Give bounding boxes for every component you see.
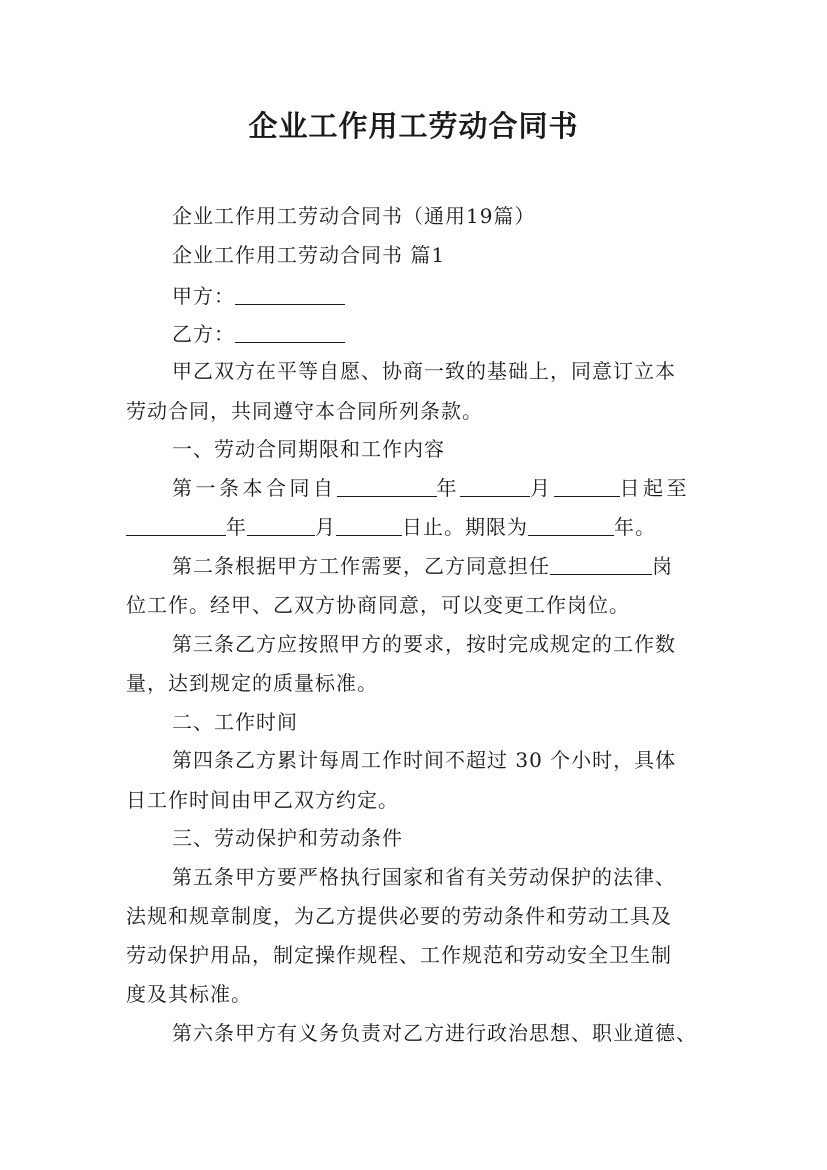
year-end-label: 年。	[614, 515, 656, 539]
article-3-line-1: 第三条乙方应按照甲方的要求，按时完成规定的工作数	[172, 632, 676, 656]
article-4-line-1: 第四条乙方累计每周工作时间不超过 30 个小时，具体	[172, 748, 677, 772]
article-1-text: 第一条本合同自	[172, 476, 337, 500]
subtitle: 企业工作用工劳动合同书（通用19篇）	[172, 204, 536, 228]
heading-2: 二、工作时间	[172, 710, 298, 734]
end-year-blank	[126, 517, 226, 536]
position-label: 岗	[652, 554, 673, 578]
party-a-label: 甲方：	[172, 284, 235, 308]
article-1-line-1	[172, 472, 762, 501]
article-5-line-2: 法规和规章制度，为乙方提供必要的劳动条件和劳动工具及	[126, 904, 672, 928]
end-month-blank	[247, 517, 315, 536]
start-day-blank	[554, 478, 620, 497]
article-4-line-2: 日工作时间由甲乙双方约定。	[126, 788, 399, 812]
month-label: 月	[530, 476, 554, 500]
article-2-line-1	[172, 550, 762, 579]
party-a-line	[172, 280, 762, 309]
intro-line-2: 劳动合同，共同遵守本合同所列条款。	[126, 399, 483, 423]
heading-1: 一、劳动合同期限和工作内容	[172, 437, 445, 461]
term-years-blank	[528, 517, 614, 536]
document-title: 企业工作用工劳动合同书	[248, 109, 579, 143]
year-label: 年	[226, 515, 247, 539]
party-b-line	[172, 318, 762, 347]
article-3-line-2: 量，达到规定的质量标准。	[126, 671, 378, 695]
party-a-blank	[235, 286, 345, 305]
party-b-blank	[235, 324, 345, 343]
section-title: 企业工作用工劳动合同书 篇1	[172, 243, 446, 267]
article-5-line-3: 劳动保护用品，制定操作规程、工作规范和劳动安全卫生制	[126, 943, 672, 967]
article-2-line-2: 位工作。经甲、乙双方协商同意，可以变更工作岗位。	[126, 593, 630, 617]
year-label: 年	[436, 476, 460, 500]
month-label: 月	[315, 515, 336, 539]
day-label: 日起至	[619, 476, 690, 500]
end-day-blank	[336, 517, 402, 536]
heading-3: 三、劳动保护和劳动条件	[172, 826, 403, 850]
party-b-label: 乙方：	[172, 322, 235, 346]
term-label: 日止。期限为	[402, 515, 528, 539]
start-year-blank	[337, 478, 437, 497]
article-5-line-1: 第五条甲方要严格执行国家和省有关劳动保护的法律、	[172, 865, 676, 889]
position-blank	[550, 556, 652, 575]
article-2-text: 第二条根据甲方工作需要，乙方同意担任	[172, 554, 550, 578]
start-month-blank	[460, 478, 530, 497]
article-6-line-1: 第六条甲方有义务负责对乙方进行政治思想、职业道德、	[172, 1021, 697, 1045]
article-1-line-2	[126, 511, 716, 540]
intro-line-1: 甲乙双方在平等自愿、协商一致的基础上，同意订立本	[172, 359, 676, 383]
article-5-line-4: 度及其标准。	[126, 982, 252, 1006]
